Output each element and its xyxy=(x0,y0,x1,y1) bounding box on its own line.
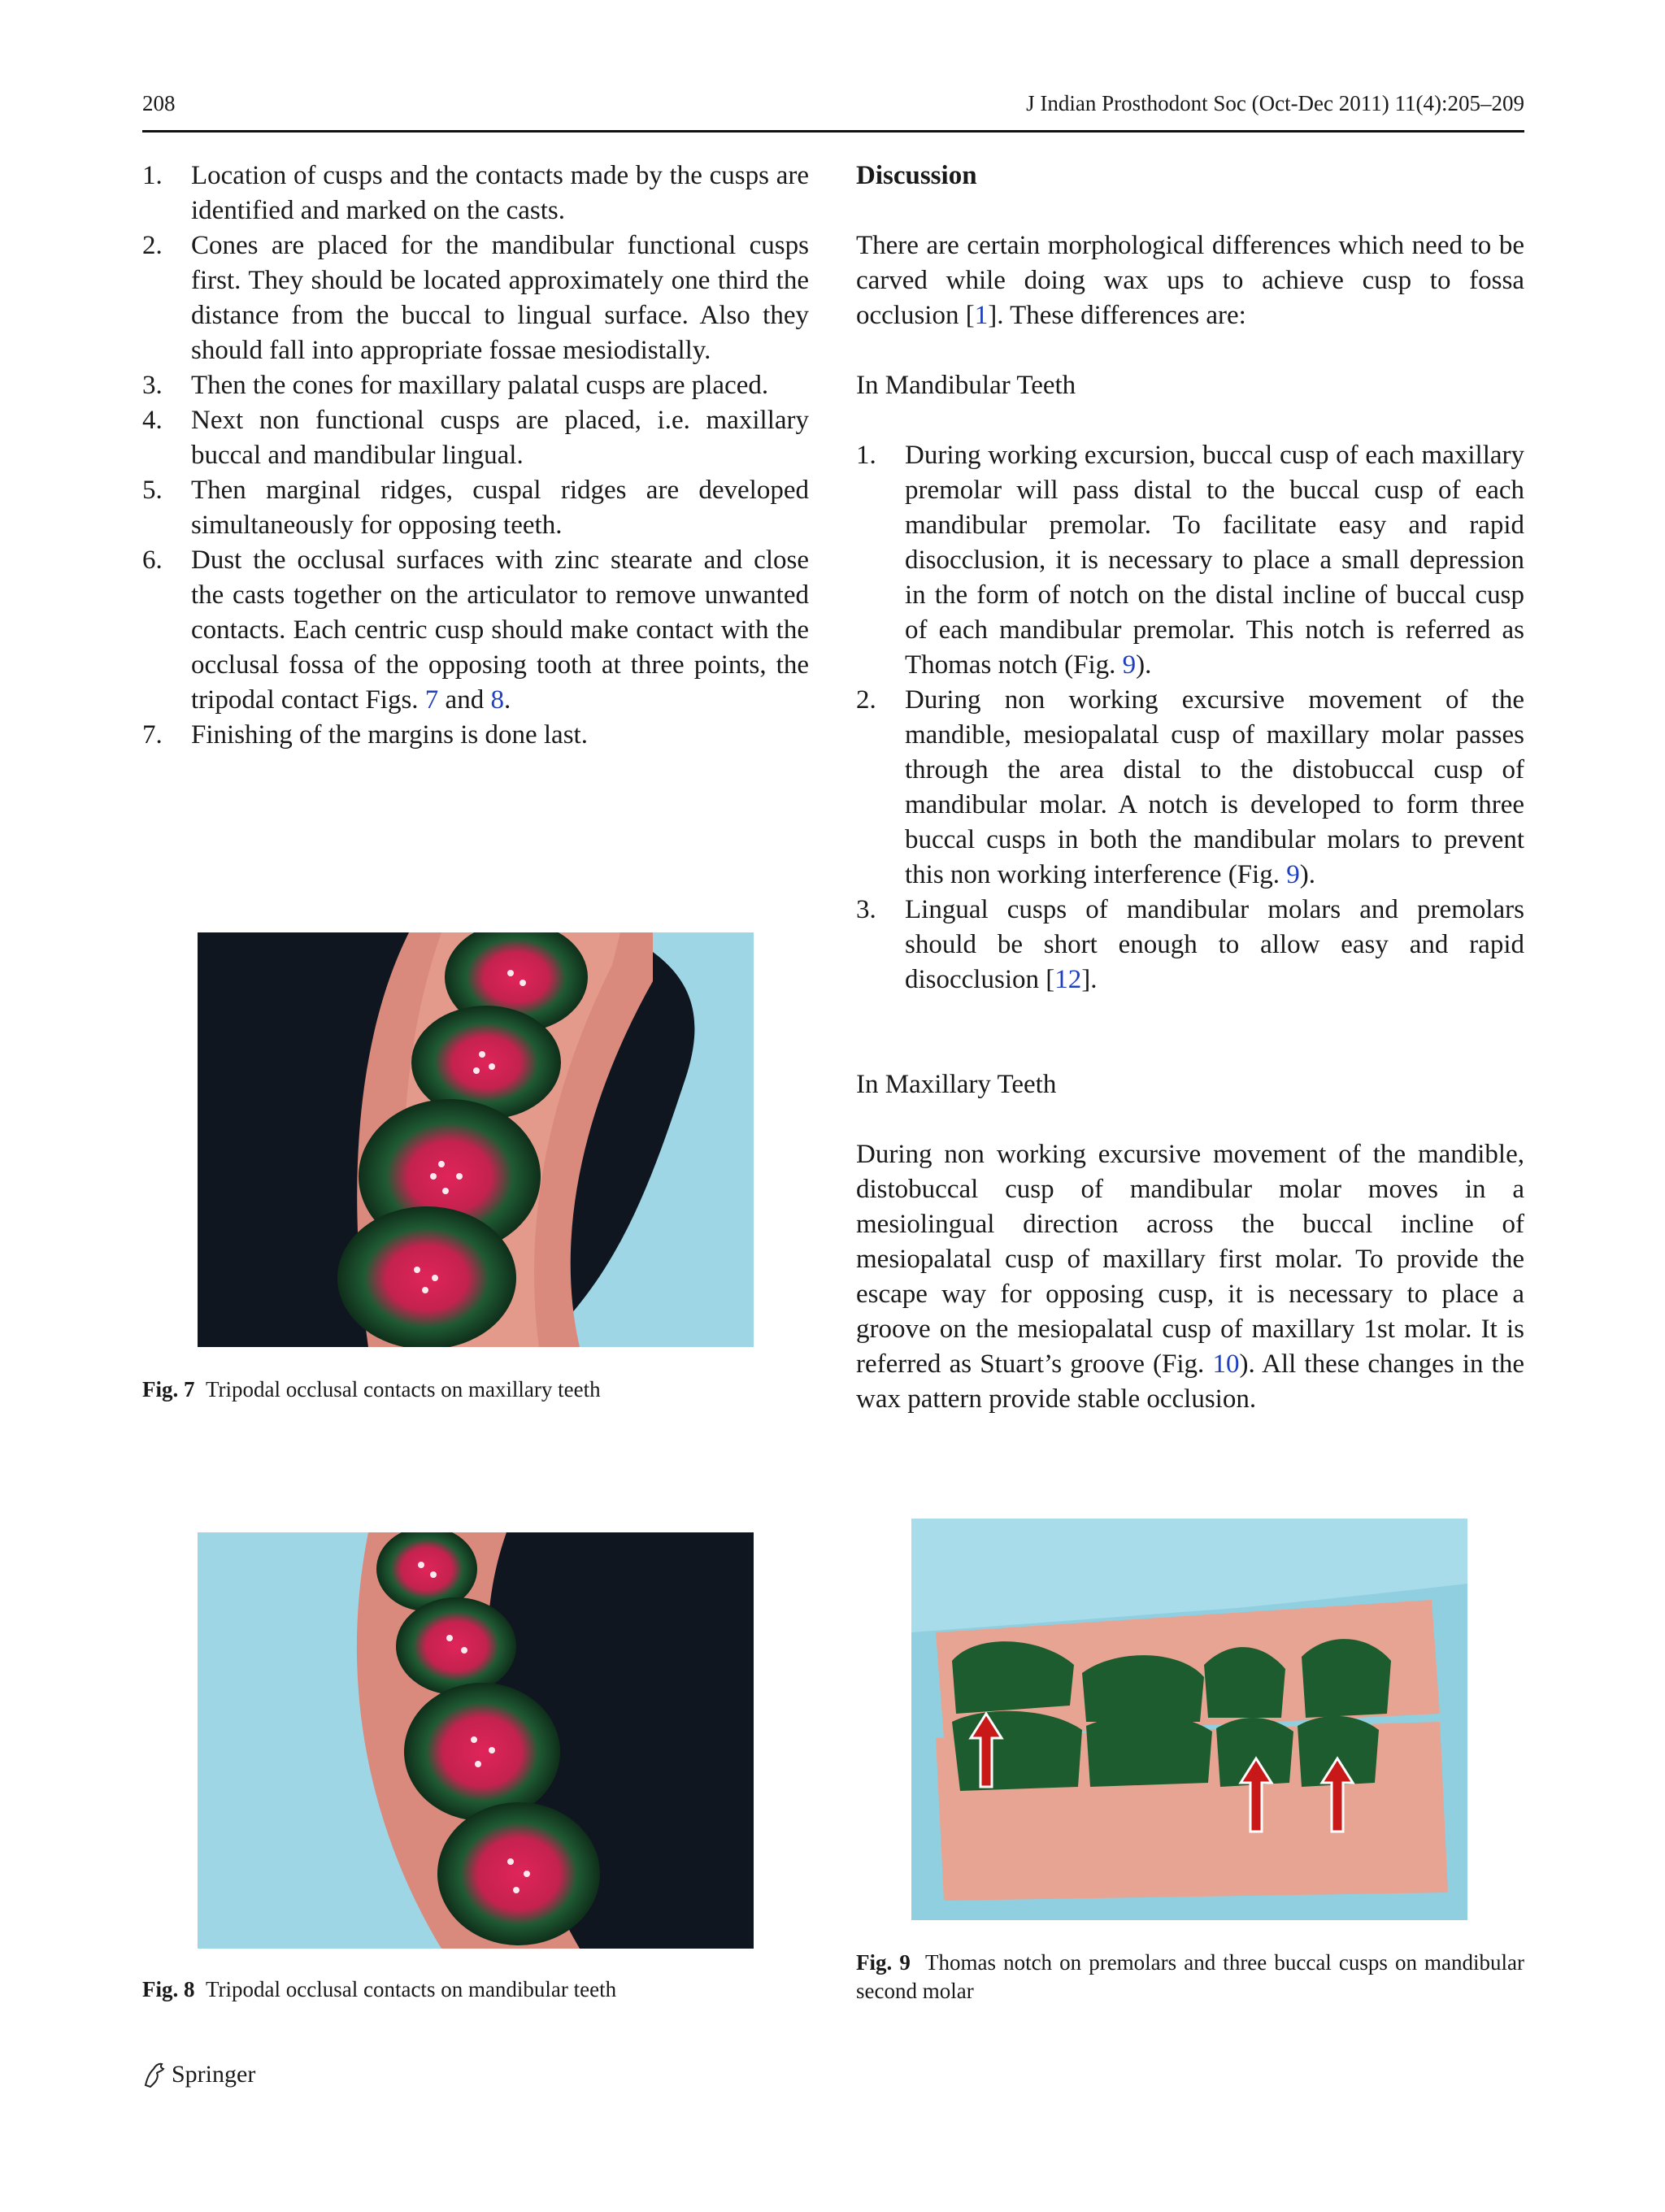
figure-link-8[interactable]: 8 xyxy=(490,685,504,715)
publisher-name: Springer xyxy=(172,2061,256,2088)
list-item: 1. During working excursion, buccal cusp of each maxillary premolar will pass distal to the buccal cusp of each mandibular premolar. To facilitate easy and rapid disocclusion, it is necessary to place a small depression in the form of notch on the distal incline of buccal cusp of each mandibular premolar. This notch is referred as Thomas notch (Fig. 9). xyxy=(856,441,1524,680)
list-item: 1. Location of cusps and the contacts made by the cusps are identified and marked on the casts. xyxy=(142,161,809,225)
thomas-notch-image xyxy=(911,1519,1467,1920)
list-item: 4. Next non functional cusps are placed, i.e. maxillary buccal and mandibular lingual. xyxy=(142,406,809,470)
list-item: 3. Then the cones for maxillary palatal cusps are placed. xyxy=(142,371,769,400)
figure-9-photo xyxy=(911,1519,1467,1920)
figure-9-caption: Fig. 9 Thomas notch on premolars and three buccal cusps on mandibular second molar xyxy=(856,1950,1525,2003)
figure-7-caption: Fig. 7 Tripodal occlusal contacts on maxillary teeth xyxy=(142,1377,601,1402)
list-item: 3. Lingual cusps of mandibular molars and premolars should be short enough to allow easy and rapid disocclusion [12]. xyxy=(856,895,1524,994)
running-header xyxy=(142,91,1524,133)
mandibular-teeth-image xyxy=(198,1532,754,1949)
mandibular-heading: In Mandibular Teeth xyxy=(856,371,1076,400)
springer-horse-icon xyxy=(142,2061,167,2088)
maxillary-paragraph: During non working excursive movement of the mandible, distobuccal cusp of mandibular molar moves in a mesiolingual direction across the buccal incline of mesiopalatal cusp of maxillary first molar. To provide the escape way for opposing cusp, it is necessary to place a groove on the mesiopalatal cusp of maxillary 1st molar. It is referred as Stuart’s groove (Fig. 10). All these changes in the wax pattern provide stable occlusion. xyxy=(856,1140,1524,1414)
maxillary-teeth-image xyxy=(198,932,754,1347)
right-column xyxy=(856,159,1524,1417)
figure-7-photo xyxy=(198,932,754,1347)
figure-link-9[interactable]: 9 xyxy=(1122,650,1137,680)
list-item: 6. Dust the occlusal surfaces with zinc stearate and close the casts together on the articulator to remove unwanted contacts. Each centric cusp should make contact with the occlusal fossa of the opposing tooth at three points, the tripodal contact Figs. 7 and 8. xyxy=(142,545,809,715)
mandibular-list xyxy=(856,438,1524,997)
discussion-heading: Discussion xyxy=(856,161,977,190)
figure-8-caption: Fig. 8 Tripodal occlusal contacts on mandibular teeth xyxy=(142,1977,617,2001)
citation-link-12[interactable]: 12 xyxy=(1054,965,1082,994)
discussion-intro: There are certain morphological differences which need to be carved while doing wax ups to achieve cusp to fossa occlusion [1]. These differences are: xyxy=(856,231,1524,330)
figure-link-9[interactable]: 9 xyxy=(1286,860,1300,889)
list-item: 7. Finishing of the margins is done last. xyxy=(142,720,588,750)
citation-link-1[interactable]: 1 xyxy=(974,301,989,330)
list-item: 2. Cones are placed for the mandibular functional cusps first. They should be located approximately one third the distance from the buccal to lingual surface. Also they should fall into appropriate fossae mesiodistally. xyxy=(142,231,809,365)
figure-link-10[interactable]: 10 xyxy=(1212,1349,1240,1379)
maxillary-heading: In Maxillary Teeth xyxy=(856,1070,1057,1099)
left-column xyxy=(142,159,809,753)
figure-8-photo xyxy=(198,1532,754,1949)
publisher-footer xyxy=(142,2061,255,2088)
procedure-list xyxy=(142,159,809,753)
figure-link-7[interactable]: 7 xyxy=(424,685,439,715)
journal-citation: J Indian Prosthodont Soc (Oct-Dec 2011) 11(4):205–209 xyxy=(1026,91,1524,115)
page-number: 208 xyxy=(142,91,176,115)
list-item: 5. Then marginal ridges, cuspal ridges are developed simultaneously for opposing teeth. xyxy=(142,476,809,540)
list-item: 2. During non working excursive movement of the mandible, mesiopalatal cusp of maxillary molar passes through the area distal to the distobuccal cusp of mandibular molar. A notch is developed to form three buccal cusps in both the mandibular molars to prevent this non working interference (Fig. 9). xyxy=(856,685,1524,889)
